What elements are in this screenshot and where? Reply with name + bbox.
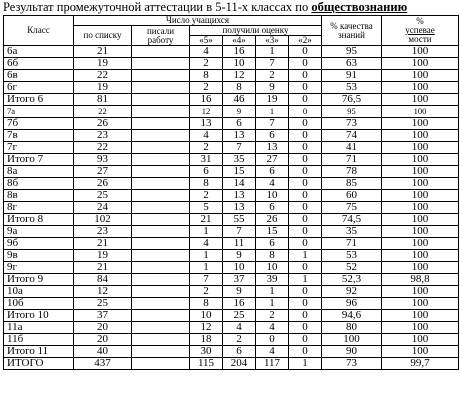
wrote-cell [132,178,190,190]
table-row [4,94,459,106]
grade3-cell: 19 [256,94,289,106]
wrote-cell [132,130,190,142]
grade2-cell: 0 [289,106,322,118]
grade2-cell: 0 [289,154,322,166]
quality-cell: 53 [322,250,382,262]
table-row [4,46,459,58]
grade2-cell: 0 [289,262,322,274]
grade5-cell: 16 [190,94,223,106]
by-list-cell: 37 [74,310,132,322]
class-cell: 8а [4,166,74,178]
success-cell: 100 [382,166,459,178]
grade4-cell: 2 [223,334,256,346]
class-cell: 7г [4,142,74,154]
wrote-cell [132,202,190,214]
by-list-cell: 84 [74,274,132,286]
grade3-cell: 27 [256,154,289,166]
quality-cell: 80 [322,322,382,334]
grade3-cell: 4 [256,178,289,190]
grade3-cell: 117 [256,358,289,370]
grade3-cell: 6 [256,238,289,250]
success-cell: 100 [382,118,459,130]
table-row [4,190,459,202]
success-cell: 100 [382,346,459,358]
by-list-cell: 20 [74,322,132,334]
class-cell: 9а [4,226,74,238]
grade5-cell: 18 [190,334,223,346]
wrote-cell [132,154,190,166]
quality-cell: 94,6 [322,310,382,322]
class-cell: 9б [4,238,74,250]
grade4-cell: 37 [223,274,256,286]
grade3-cell: 9 [256,82,289,94]
quality-cell: 95 [322,106,382,118]
wrote-cell [132,214,190,226]
header-wrote-line2: работу [147,34,174,45]
grade2-cell: 0 [289,178,322,190]
table-row [4,238,459,250]
by-list-cell: 12 [74,286,132,298]
table-row [4,346,459,358]
wrote-cell [132,358,190,370]
class-cell: 6г [4,82,74,94]
grade3-cell: 2 [256,70,289,82]
success-cell: 100 [382,154,459,166]
header-grade2: «2» [289,36,322,46]
wrote-cell [132,262,190,274]
table-row [4,358,459,370]
grade4-cell: 13 [223,190,256,202]
grade4-cell: 13 [223,202,256,214]
wrote-cell [132,58,190,70]
grade4-cell: 4 [223,322,256,334]
grade4-cell: 13 [223,130,256,142]
success-cell: 100 [382,262,459,274]
header-success-line1: % [416,16,424,26]
by-list-cell: 24 [74,202,132,214]
wrote-cell [132,190,190,202]
class-cell: 9г [4,262,74,274]
header-wrote [132,26,190,46]
grade4-cell: 15 [223,166,256,178]
grade2-cell: 0 [289,310,322,322]
class-cell: 11б [4,334,74,346]
grade2-cell: 0 [289,202,322,214]
by-list-cell: 93 [74,154,132,166]
grade3-cell: 8 [256,250,289,262]
grade5-cell: 8 [190,70,223,82]
table-row [4,226,459,238]
grade4-cell: 9 [223,250,256,262]
table-row [4,118,459,130]
quality-cell: 76,5 [322,94,382,106]
grade2-cell: 0 [289,166,322,178]
header-success [382,16,459,46]
wrote-cell [132,118,190,130]
grade4-cell: 204 [223,358,256,370]
grade5-cell: 12 [190,322,223,334]
quality-cell: 71 [322,154,382,166]
by-list-cell: 19 [74,58,132,70]
grade4-cell: 16 [223,298,256,310]
grade4-cell: 55 [223,214,256,226]
grade3-cell: 7 [256,118,289,130]
wrote-cell [132,70,190,82]
grade3-cell: 2 [256,310,289,322]
class-cell: 8б [4,178,74,190]
success-cell: 100 [382,82,459,94]
grade2-cell: 0 [289,70,322,82]
quality-cell: 52 [322,262,382,274]
grade2-cell: 1 [289,358,322,370]
grade3-cell: 1 [256,106,289,118]
wrote-cell [132,166,190,178]
header-class: Класс [4,16,74,46]
class-cell: Итого 10 [4,310,74,322]
document-title [3,0,458,14]
table-row [4,166,459,178]
wrote-cell [132,46,190,58]
grade4-cell: 10 [223,262,256,274]
success-cell: 100 [382,58,459,70]
class-cell: 6в [4,70,74,82]
header-quality [322,16,382,46]
success-cell: 100 [382,310,459,322]
table-row [4,286,459,298]
by-list-cell: 437 [74,358,132,370]
class-cell: 7б [4,118,74,130]
success-cell: 100 [382,70,459,82]
grade4-cell: 7 [223,226,256,238]
grade5-cell: 115 [190,358,223,370]
quality-cell: 53 [322,82,382,94]
quality-cell: 78 [322,166,382,178]
quality-cell: 60 [322,190,382,202]
grade3-cell: 13 [256,142,289,154]
quality-cell: 75 [322,202,382,214]
table-row [4,58,459,70]
success-cell: 100 [382,286,459,298]
success-cell: 100 [382,46,459,58]
grade5-cell: 1 [190,226,223,238]
grade3-cell: 6 [256,166,289,178]
grade3-cell: 10 [256,190,289,202]
by-list-cell: 23 [74,130,132,142]
class-cell: 7а [4,106,74,118]
table-row [4,262,459,274]
grade5-cell: 2 [190,190,223,202]
quality-cell: 90 [322,346,382,358]
by-list-cell: 23 [74,226,132,238]
wrote-cell [132,250,190,262]
grade3-cell: 1 [256,286,289,298]
by-list-cell: 81 [74,94,132,106]
grade3-cell: 10 [256,262,289,274]
by-list-cell: 22 [74,106,132,118]
table-row [4,322,459,334]
success-cell: 99,7 [382,358,459,370]
by-list-cell: 22 [74,70,132,82]
class-cell: 10б [4,298,74,310]
success-cell: 100 [382,142,459,154]
table-row [4,106,459,118]
grade3-cell: 6 [256,130,289,142]
table-row [4,142,459,154]
grade4-cell: 35 [223,154,256,166]
class-cell: Итого 9 [4,274,74,286]
success-cell: 100 [382,298,459,310]
success-cell: 100 [382,130,459,142]
grade3-cell: 7 [256,58,289,70]
wrote-cell [132,310,190,322]
by-list-cell: 26 [74,118,132,130]
grade4-cell: 9 [223,286,256,298]
wrote-cell [132,106,190,118]
grade4-cell: 6 [223,118,256,130]
grade4-cell: 25 [223,310,256,322]
table-row [4,130,459,142]
grade3-cell: 4 [256,346,289,358]
wrote-cell [132,226,190,238]
header-grade5: «5» [190,36,223,46]
success-cell: 100 [382,322,459,334]
wrote-cell [132,238,190,250]
class-cell: 11а [4,322,74,334]
wrote-cell [132,322,190,334]
quality-cell: 74,5 [322,214,382,226]
quality-cell: 71 [322,238,382,250]
success-cell: 100 [382,334,459,346]
grade2-cell: 0 [289,82,322,94]
grade2-cell: 0 [289,190,322,202]
grade2-cell: 0 [289,322,322,334]
results-table-body [4,46,459,370]
table-row [4,82,459,94]
by-list-cell: 27 [74,166,132,178]
quality-cell: 73 [322,118,382,130]
grade3-cell: 4 [256,322,289,334]
grade5-cell: 13 [190,118,223,130]
grade2-cell: 0 [289,94,322,106]
grade2-cell: 0 [289,298,322,310]
quality-cell: 92 [322,286,382,298]
by-list-cell: 20 [74,334,132,346]
by-list-cell: 25 [74,190,132,202]
table-row [4,250,459,262]
grade3-cell: 26 [256,214,289,226]
by-list-cell: 21 [74,238,132,250]
grade2-cell: 0 [289,346,322,358]
table-row [4,310,459,322]
quality-cell: 63 [322,58,382,70]
table-row [4,274,459,286]
by-list-cell: 19 [74,82,132,94]
grade5-cell: 4 [190,130,223,142]
wrote-cell [132,334,190,346]
grade3-cell: 6 [256,202,289,214]
by-list-cell: 40 [74,346,132,358]
header-quality-line1: % качества [330,20,373,31]
grade3-cell: 15 [256,226,289,238]
grade5-cell: 12 [190,106,223,118]
grade5-cell: 10 [190,310,223,322]
grade4-cell: 7 [223,142,256,154]
class-cell: 9в [4,250,74,262]
grade5-cell: 8 [190,178,223,190]
quality-cell: 52,3 [322,274,382,286]
grade5-cell: 2 [190,142,223,154]
success-cell: 100 [382,106,459,118]
grade4-cell: 6 [223,346,256,358]
success-cell: 100 [382,178,459,190]
success-cell: 100 [382,214,459,226]
grade2-cell: 0 [289,130,322,142]
class-cell: 6а [4,46,74,58]
grade3-cell: 1 [256,298,289,310]
grade5-cell: 30 [190,346,223,358]
grade2-cell: 0 [289,238,322,250]
grade4-cell: 9 [223,106,256,118]
class-cell: 10а [4,286,74,298]
quality-cell: 74 [322,130,382,142]
grade4-cell: 46 [223,94,256,106]
class-cell: Итого 8 [4,214,74,226]
grade5-cell: 4 [190,46,223,58]
class-cell: 8г [4,202,74,214]
grade4-cell: 10 [223,58,256,70]
grade4-cell: 16 [223,46,256,58]
grade5-cell: 4 [190,238,223,250]
grade5-cell: 6 [190,166,223,178]
grade2-cell: 0 [289,226,322,238]
table-row [4,178,459,190]
grade2-cell: 0 [289,214,322,226]
by-list-cell: 21 [74,262,132,274]
by-list-cell: 102 [74,214,132,226]
grade4-cell: 8 [223,82,256,94]
title-prefix: Результат промежуточной аттестации в 5-11-х классах по [3,0,312,14]
table-row [4,70,459,82]
header-got-grade: получили оценку [190,26,322,36]
grade4-cell: 12 [223,70,256,82]
by-list-cell: 22 [74,142,132,154]
class-cell: Итого 7 [4,154,74,166]
grade5-cell: 31 [190,154,223,166]
by-list-cell: 25 [74,298,132,310]
grade5-cell: 1 [190,262,223,274]
wrote-cell [132,286,190,298]
grade2-cell: 0 [289,286,322,298]
grade5-cell: 8 [190,298,223,310]
quality-cell: 100 [322,334,382,346]
quality-cell: 73 [322,358,382,370]
grade5-cell: 7 [190,274,223,286]
class-cell: ИТОГО [4,358,74,370]
header-success-line2: успевае [405,25,435,35]
by-list-cell: 26 [74,178,132,190]
quality-cell: 85 [322,178,382,190]
grade5-cell: 21 [190,214,223,226]
results-table [3,15,459,370]
grade2-cell: 0 [289,46,322,58]
class-cell: Итого 11 [4,346,74,358]
wrote-cell [132,94,190,106]
wrote-cell [132,346,190,358]
success-cell: 100 [382,226,459,238]
by-list-cell: 19 [74,250,132,262]
table-row [4,202,459,214]
table-row [4,334,459,346]
wrote-cell [132,274,190,286]
grade2-cell: 0 [289,334,322,346]
by-list-cell: 21 [74,46,132,58]
grade5-cell: 2 [190,82,223,94]
grade4-cell: 11 [223,238,256,250]
grade4-cell: 14 [223,178,256,190]
header-students-group: Число учащихся [74,16,322,26]
header-grade4: «4» [223,36,256,46]
wrote-cell [132,142,190,154]
class-cell: 7в [4,130,74,142]
grade5-cell: 2 [190,286,223,298]
grade3-cell: 39 [256,274,289,286]
class-cell: 6б [4,58,74,70]
success-cell: 100 [382,202,459,214]
success-cell: 100 [382,250,459,262]
grade5-cell: 2 [190,58,223,70]
header-by-list: по списку [74,26,132,46]
header-wrote-line1: писали [146,25,175,36]
grade5-cell: 1 [190,250,223,262]
table-row [4,214,459,226]
grade2-cell: 1 [289,250,322,262]
grade2-cell: 0 [289,142,322,154]
grade3-cell: 1 [256,46,289,58]
quality-cell: 96 [322,298,382,310]
header-grade3: «3» [256,36,289,46]
success-cell: 100 [382,190,459,202]
wrote-cell [132,82,190,94]
class-cell: 8в [4,190,74,202]
grade5-cell: 5 [190,202,223,214]
success-cell: 100 [382,94,459,106]
quality-cell: 35 [322,226,382,238]
quality-cell: 95 [322,46,382,58]
grade2-cell: 0 [289,118,322,130]
header-quality-line2: знаний [338,29,365,40]
header-success-line3: мости [408,34,432,44]
grade2-cell: 1 [289,274,322,286]
title-subject: обществознанию [311,0,408,14]
quality-cell: 41 [322,142,382,154]
success-cell: 100 [382,238,459,250]
success-cell: 98,8 [382,274,459,286]
quality-cell: 91 [322,70,382,82]
table-row [4,154,459,166]
table-row [4,298,459,310]
grade2-cell: 0 [289,58,322,70]
grade3-cell: 0 [256,334,289,346]
wrote-cell [132,298,190,310]
class-cell: Итого 6 [4,94,74,106]
